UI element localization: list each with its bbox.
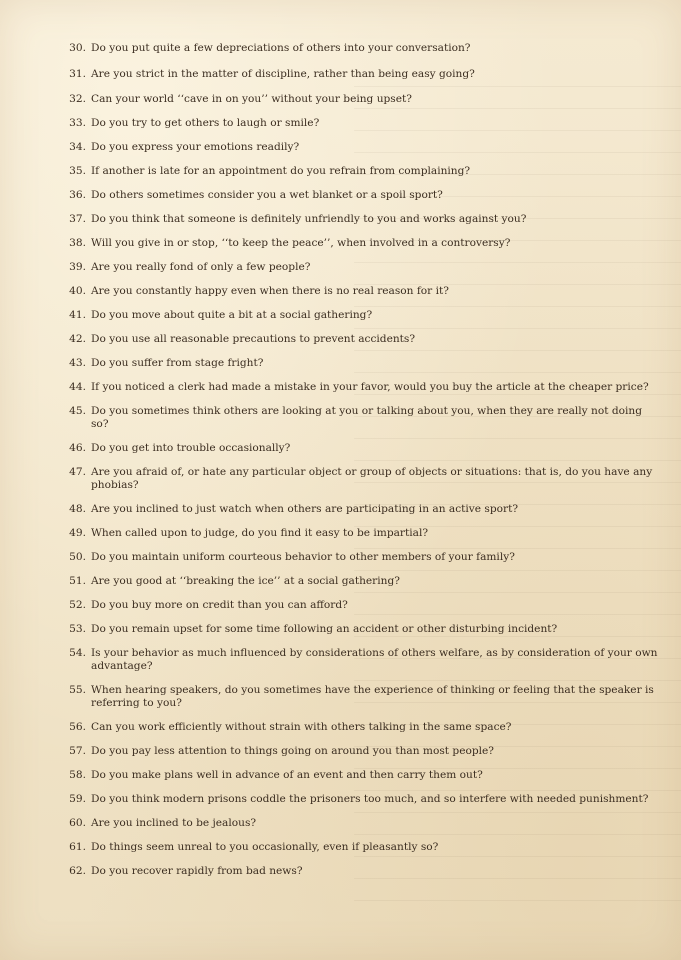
question-item <box>60 575 660 588</box>
question-item <box>60 68 660 81</box>
question-item <box>60 817 660 830</box>
question-text: When called upon to judge, do you find it easy to be impartial? <box>91 527 429 539</box>
question-number: 44. <box>69 381 86 393</box>
question-item <box>60 405 660 431</box>
question-item <box>60 551 660 564</box>
question-number: 48. <box>69 503 86 515</box>
question-text: Are you inclined to be jealous? <box>91 817 257 829</box>
question-item <box>60 285 660 298</box>
question-number: 46. <box>69 442 86 454</box>
question-text: Are you strict in the matter of discipline, rather than being easy going? <box>91 68 475 80</box>
question-item <box>60 745 660 758</box>
question-list <box>60 42 660 889</box>
question-number: 41. <box>69 309 86 321</box>
question-item <box>60 503 660 516</box>
question-item <box>60 599 660 612</box>
question-item <box>60 841 660 854</box>
question-text: Are you afraid of, or hate any particular object or group of objects or situations: that is, do you have any phobias? <box>91 466 653 491</box>
question-number: 45. <box>69 405 86 417</box>
question-text: Do you get into trouble occasionally? <box>91 442 291 454</box>
question-number: 38. <box>69 237 86 249</box>
question-item <box>60 647 660 673</box>
question-item <box>60 93 660 106</box>
question-number: 62. <box>69 865 86 877</box>
question-text: Do others sometimes consider you a wet blanket or a spoil sport? <box>91 189 443 201</box>
question-number: 40. <box>69 285 86 297</box>
question-item <box>60 466 660 492</box>
question-item <box>60 333 660 346</box>
question-text: Do you make plans well in advance of an event and then carry them out? <box>91 769 483 781</box>
question-number: 49. <box>69 527 86 539</box>
question-text: Can you work efficiently without strain with others talking in the same space? <box>91 721 512 733</box>
question-number: 55. <box>69 684 86 696</box>
question-number: 53. <box>69 623 86 635</box>
question-text: Do you recover rapidly from bad news? <box>91 865 303 877</box>
question-item <box>60 141 660 154</box>
question-number: 30. <box>69 42 86 54</box>
question-text: If you noticed a clerk had made a mistake in your favor, would you buy the article at the cheaper price? <box>91 381 649 393</box>
question-text: Are you constantly happy even when there is no real reason for it? <box>91 285 449 297</box>
question-number: 35. <box>69 165 86 177</box>
question-text: Do you buy more on credit than you can afford? <box>91 599 348 611</box>
question-text: Do you think that someone is definitely unfriendly to you and works against you? <box>91 213 527 225</box>
question-text: Do things seem unreal to you occasionally, even if pleasantly so? <box>91 841 439 853</box>
question-number: 58. <box>69 769 86 781</box>
question-number: 51. <box>69 575 86 587</box>
question-item <box>60 769 660 782</box>
question-text: Do you move about quite a bit at a social gathering? <box>91 309 373 321</box>
question-number: 34. <box>69 141 86 153</box>
question-number: 47. <box>69 466 86 478</box>
question-number: 42. <box>69 333 86 345</box>
question-text: Will you give in or stop, ‘‘to keep the peace’’, when involved in a controversy? <box>91 237 511 249</box>
question-number: 56. <box>69 721 86 733</box>
question-number: 54. <box>69 647 86 659</box>
question-number: 39. <box>69 261 86 273</box>
question-item <box>60 165 660 178</box>
question-number: 57. <box>69 745 86 757</box>
question-text: Do you pay less attention to things going on around you than most people? <box>91 745 494 757</box>
question-text: Are you good at ‘‘breaking the ice’’ at a social gathering? <box>91 575 400 587</box>
question-number: 37. <box>69 213 86 225</box>
question-item <box>60 442 660 455</box>
question-number: 59. <box>69 793 86 805</box>
question-text: Do you maintain uniform courteous behavior to other members of your family? <box>91 551 515 563</box>
question-number: 60. <box>69 817 86 829</box>
question-text: When hearing speakers, do you sometimes have the experience of thinking or feeling that the speaker is referring to you? <box>91 684 654 709</box>
question-text: Do you remain upset for some time following an accident or other disturbing incident? <box>91 623 558 635</box>
question-number: 31. <box>69 68 86 80</box>
question-item <box>60 381 660 394</box>
question-item <box>60 261 660 274</box>
question-text: Do you express your emotions readily? <box>91 141 300 153</box>
question-item <box>60 309 660 322</box>
question-text: If another is late for an appointment do you refrain from complaining? <box>91 165 471 177</box>
question-text: Do you try to get others to laugh or smile? <box>91 117 320 129</box>
question-number: 50. <box>69 551 86 563</box>
question-text: Can your world ‘‘cave in on you’’ without your being upset? <box>91 93 412 105</box>
question-item <box>60 189 660 202</box>
question-text: Do you sometimes think others are looking at you or talking about you, when they are really not doing so? <box>91 405 643 430</box>
question-item <box>60 237 660 250</box>
question-item <box>60 721 660 734</box>
question-item <box>60 42 660 55</box>
question-text: Do you think modern prisons coddle the prisoners too much, and so interfere with needed punishment? <box>91 793 649 805</box>
question-number: 36. <box>69 189 86 201</box>
question-number: 43. <box>69 357 86 369</box>
question-text: Is your behavior as much influenced by considerations of others welfare, as by consideration of your own advantage? <box>91 647 658 672</box>
question-item <box>60 527 660 540</box>
question-number: 33. <box>69 117 86 129</box>
question-text: Are you really fond of only a few people? <box>91 261 311 273</box>
question-item <box>60 623 660 636</box>
question-number: 32. <box>69 93 86 105</box>
question-item <box>60 213 660 226</box>
question-item <box>60 865 660 878</box>
question-number: 61. <box>69 841 86 853</box>
question-text: Do you put quite a few depreciations of others into your conversation? <box>91 42 471 54</box>
question-item <box>60 793 660 806</box>
question-text: Are you inclined to just watch when others are participating in an active sport? <box>91 503 519 515</box>
question-text: Do you use all reasonable precautions to prevent accidents? <box>91 333 416 345</box>
question-number: 52. <box>69 599 86 611</box>
question-item <box>60 357 660 370</box>
question-item <box>60 117 660 130</box>
question-item <box>60 684 660 710</box>
question-text: Do you suffer from stage fright? <box>91 357 264 369</box>
